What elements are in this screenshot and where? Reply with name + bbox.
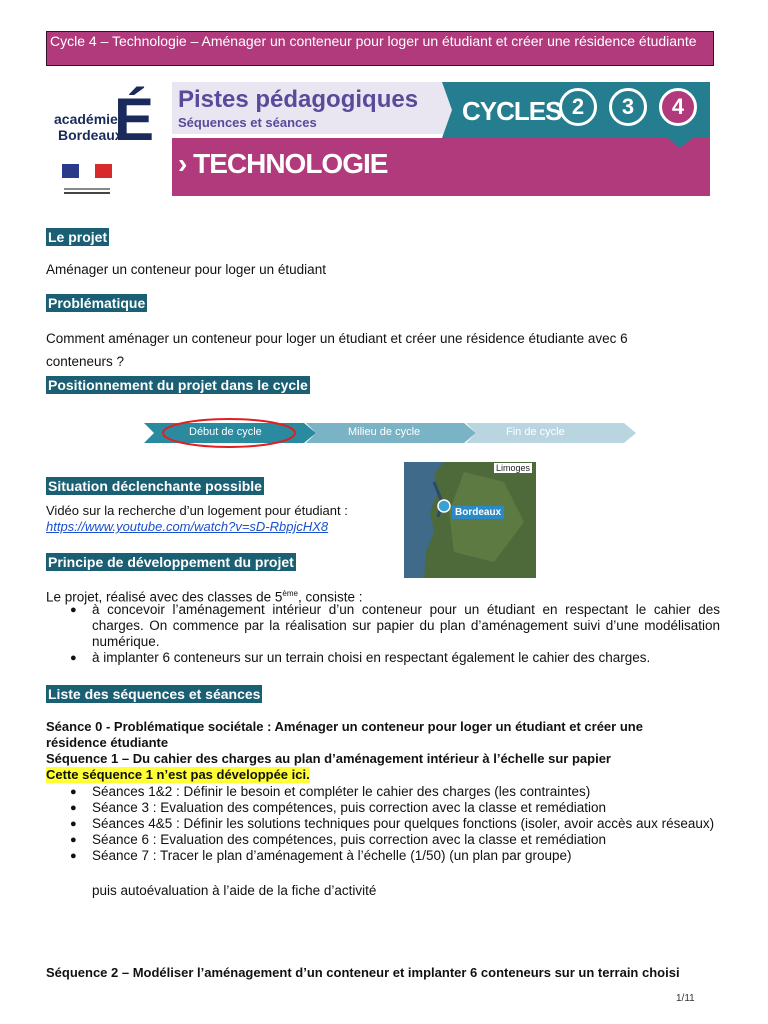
sequence2-text: Séquence 2 – Modéliser l’aménagement d’un conteneur et implanter 6 conteneurs sur un terrain choisi <box>46 965 680 980</box>
principe-intro-b: , consiste : <box>297 589 363 605</box>
list-item: ● à concevoir l’aménagement intérieur d’un conteneur pour un étudiant en respectant le cahier des charges. On commence par la réalisation sur papier du plan d’aménagement suivi d’une modélisation numérique. <box>46 602 720 650</box>
heading-principe: Principe de développement du projet <box>48 554 294 570</box>
heading-problematique: Problématique <box>48 295 146 311</box>
republique-flag-icon <box>62 164 112 178</box>
sequence1-text: Séquence 1 – Du cahier des charges au plan d’aménagement intérieur à l’échelle sur papier <box>46 751 611 766</box>
academie-logo <box>48 84 162 196</box>
list-item: ● Séances 4&5 : Définir les solutions techniques pour quelques fonctions (isoler, avoir accès aux réseaux) <box>46 816 720 832</box>
document-title: Cycle 4 – Technologie – Aménager un conteneur pour loger un étudiant et créer une résidence étudiante <box>50 33 697 49</box>
sequence1-note: Cette séquence 1 n’est pas développée ici. <box>46 767 310 782</box>
cycle-2-badge: 2 <box>559 88 597 126</box>
seance0-text: Séance 0 - Problématique sociétale : Aménager un conteneur pour loger un étudiant et créer une résidence étudiante <box>46 719 643 750</box>
document-header <box>46 31 714 66</box>
banner-subtitle: Séquences et séances <box>178 115 317 130</box>
logo-line2: Bordeaux <box>58 127 123 143</box>
banner-title: Pistes pédagogiques <box>178 86 419 113</box>
cycle-timeline <box>144 418 636 448</box>
map-label-limoges: Limoges <box>496 463 531 473</box>
logo-line1: académie <box>54 111 118 127</box>
sequence1-list <box>46 784 720 864</box>
logo-letter: É <box>114 86 155 153</box>
principe-list <box>46 602 720 666</box>
youtube-link[interactable]: https://www.youtube.com/watch?v=sD-RbpjcHX8 <box>46 519 329 534</box>
sequence1-list-continuation: puis autoévaluation à l’aide de la fiche d’activité <box>92 883 377 898</box>
heading-situation: Situation déclenchante possible <box>48 478 262 494</box>
timeline-step-debut: Début de cycle <box>189 426 262 438</box>
cycle-4-badge: 4 <box>659 88 697 126</box>
heading-positionnement: Positionnement du projet dans le cycle <box>48 377 308 393</box>
timeline-step-fin: Fin de cycle <box>506 426 565 438</box>
cycles-label: CYCLES <box>462 96 562 126</box>
chevron-right-icon: › <box>178 148 187 179</box>
heading-liste: Liste des séquences et séances <box>48 686 261 702</box>
timeline-step-milieu: Milieu de cycle <box>348 426 421 438</box>
list-item: ● Séance 3 : Evaluation des compétences, puis correction avec la classe et remédiation <box>46 800 720 816</box>
map-icon <box>404 462 536 578</box>
discipline-label: TECHNOLOGIE <box>193 148 388 179</box>
republique-caption-icon <box>62 182 112 190</box>
cycle-3-badge: 3 <box>609 88 647 126</box>
problematique-text: Comment aménager un conteneur pour loger un étudiant et créer une résidence étudiante avec 6 conteneurs ? <box>46 331 628 369</box>
page-number: 1/11 <box>676 993 695 1004</box>
list-item: ● Séance 6 : Evaluation des compétences, puis correction avec la classe et remédiation <box>46 832 720 848</box>
projet-text: Aménager un conteneur pour loger un étudiant <box>46 262 326 277</box>
map-label-bordeaux: Bordeaux <box>452 506 504 519</box>
pointer-icon <box>665 136 695 150</box>
list-item: ● Séances 1&2 : Définir le besoin et compléter le cahier des charges (les contraintes) <box>46 784 720 800</box>
banner-arrow-icon <box>442 82 454 138</box>
map-image <box>404 462 536 578</box>
principe-intro-a: Le projet, réalisé avec des classes de 5 <box>46 589 283 605</box>
discipline-title <box>178 148 387 180</box>
principe-intro-sup: ème <box>282 589 298 598</box>
situation-text: Vidéo sur la recherche d’un logement pour étudiant : <box>46 503 348 518</box>
heading-projet: Le projet <box>48 229 108 245</box>
list-item: ● à implanter 6 conteneurs sur un terrain choisi en respectant également le cahier des charges. <box>46 650 720 666</box>
list-item: ● Séance 7 : Tracer le plan d’aménagement à l’échelle (1/50) (un plan par groupe) <box>46 848 720 864</box>
